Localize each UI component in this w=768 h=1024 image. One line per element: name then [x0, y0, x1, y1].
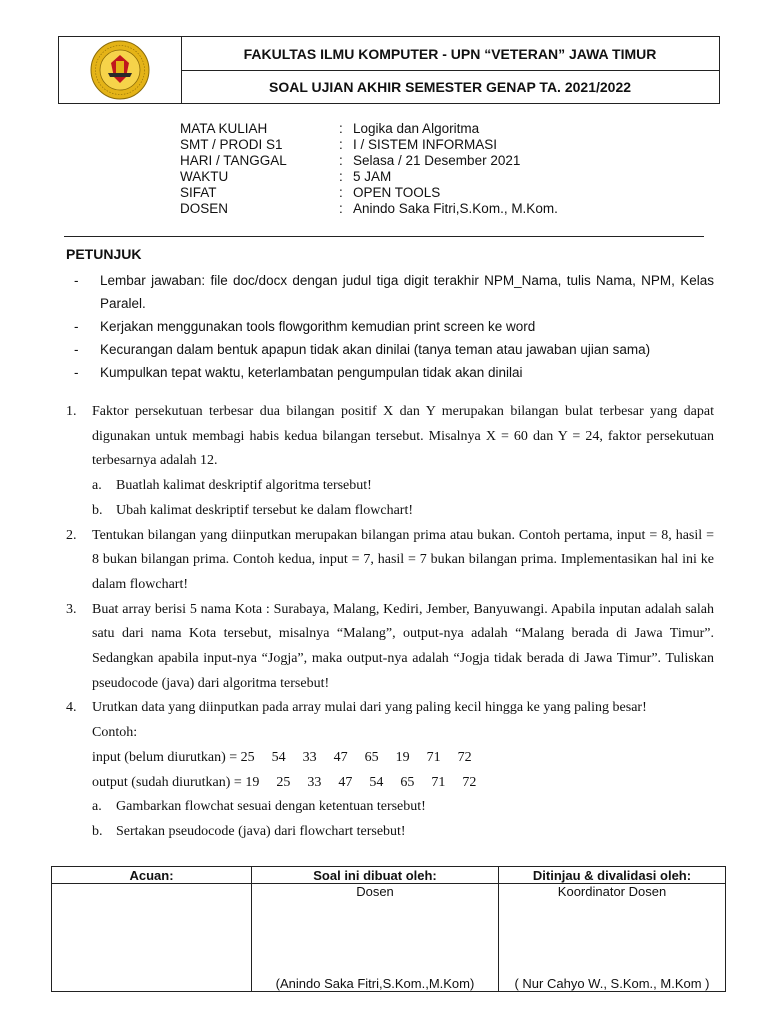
sub-question-text: Buatlah kalimat deskriptif algoritma tersebut!	[116, 478, 372, 494]
info-colon: :	[339, 201, 343, 216]
sub-question	[92, 820, 714, 845]
info-value: I / SISTEM INFORMASI	[353, 137, 498, 152]
acuan-header: Acuan:	[129, 868, 174, 883]
sub-question-text: Sertakan pseudocode (java) dari flowchart tersebut!	[116, 823, 406, 839]
bullet-dash: -	[74, 273, 79, 288]
array-value: 19	[245, 774, 260, 790]
array-value: 47	[338, 774, 353, 790]
array-value: 54	[369, 774, 384, 790]
array-value: 72	[462, 774, 477, 790]
faculty-title: FAKULTAS ILMU KOMPUTER - UPN “VETERAN” JAWA TIMUR	[181, 37, 719, 71]
info-row	[180, 201, 558, 217]
output-example-label: output (sudah diurutkan) =	[92, 774, 246, 790]
instruction-item	[66, 269, 714, 315]
question-number: 1.	[66, 404, 77, 419]
output-example	[92, 771, 714, 796]
sub-question-label: a.	[92, 478, 102, 494]
question-item	[66, 598, 714, 697]
output-example-values	[245, 771, 493, 796]
info-row	[180, 137, 558, 153]
instruction-text: Kecurangan dalam bentuk apapun tidak akan dinilai (tanya teman atau jawaban ujian sama)	[100, 342, 651, 357]
reviewer-role: Koordinator Dosen	[557, 884, 667, 899]
question-body	[92, 696, 714, 844]
question-list	[66, 400, 714, 845]
approval-table	[51, 866, 726, 992]
info-value: Selasa / 21 Desember 2021	[353, 153, 521, 168]
array-value: 25	[240, 749, 255, 765]
university-logo	[59, 37, 182, 103]
question-item	[66, 400, 714, 524]
array-value: 47	[333, 749, 348, 765]
question-body	[92, 400, 714, 524]
course-info	[180, 121, 558, 217]
info-colon: :	[339, 169, 343, 184]
input-example	[92, 746, 714, 771]
info-colon: :	[339, 121, 343, 136]
exam-title: SOAL UJIAN AKHIR SEMESTER GENAP TA. 2021/2022	[268, 79, 632, 95]
exam-header	[58, 36, 720, 104]
array-value: 72	[457, 749, 472, 765]
example-label: Contoh:	[92, 725, 138, 741]
instruction-text: Lembar jawaban: file doc/docx dengan judul tiga digit terakhir NPM_Nama, tulis Nama, NPM, Kelas Paralel.	[100, 273, 714, 311]
divider	[64, 236, 704, 237]
question-text: Urutkan data yang diinputkan pada array mulai dari yang paling kecil hingga ke yang paling besar!	[92, 700, 647, 716]
info-colon: :	[339, 185, 343, 200]
question-item	[66, 696, 714, 844]
info-row	[180, 121, 558, 137]
info-row	[180, 185, 558, 201]
info-value: 5 JAM	[353, 169, 392, 184]
input-example-values	[241, 746, 489, 771]
info-label: SIFAT	[180, 185, 217, 200]
sub-question-label: a.	[92, 799, 102, 815]
array-value: 19	[395, 749, 410, 765]
array-value: 65	[364, 749, 379, 765]
info-label: HARI / TANGGAL	[180, 153, 287, 168]
sub-question-label: b.	[92, 823, 103, 839]
question-number: 4.	[66, 700, 77, 716]
info-value: Anindo Saka Fitri,S.Kom., M.Kom.	[353, 201, 558, 216]
bullet-dash: -	[74, 342, 79, 357]
info-label: SMT / PRODI S1	[180, 137, 283, 152]
array-value: 65	[400, 774, 415, 790]
question-body	[92, 598, 714, 697]
reviewer-header: Ditinjau & divalidasi oleh:	[532, 868, 692, 883]
question-number: 2.	[66, 527, 77, 543]
upn-emblem-icon	[59, 37, 181, 103]
question-text: Buat array berisi 5 nama Kota : Surabaya, Malang, Kediri, Jember, Banyuwangi. Apabila inputan adalah salah satu dari nama Kota tersebut, misalnya “Malang”, output-nya adalah “Malang berada di Jawa Timur”. Sedangkan apabila input-nya “Jogja”, maka output-nya adalah “Jogja tidak berada di Jawa Timur”. Tuliskan pseudocode (java) dari algoritma tersebut!	[92, 601, 714, 691]
info-value: Logika dan Algoritma	[353, 121, 480, 136]
info-label: MATA KULIAH	[180, 121, 268, 136]
reviewer-name: ( Nur Cahyo W., S.Kom., M.Kom )	[514, 976, 710, 991]
info-label: DOSEN	[180, 201, 229, 216]
array-value: 33	[302, 749, 317, 765]
question-number: 3.	[66, 601, 77, 617]
sub-question-label: b.	[92, 502, 103, 518]
question-text: Tentukan bilangan yang diinputkan merupakan bilangan prima atau bukan. Contoh pertama, input = 8, hasil = 8 bukan bilangan prima. Contoh kedua, input = 7, hasil = 7 bukan bilangan prima. Implementasikan hal ini ke dalam flowchart!	[92, 527, 714, 592]
question-text: Faktor persekutuan terbesar dua bilangan positif X dan Y merupakan bilangan bulat terbesar yang dapat digunakan untuk membagi habis kedua bilangan tersebut. Misalnya X = 60 dan Y = 24, faktor persekutuan terbesarnya adalah 12.	[92, 404, 714, 469]
author-name: (Anindo Saka Fitri,S.Kom.,M.Kom)	[275, 976, 475, 991]
bullet-dash: -	[74, 319, 79, 334]
input-example-label: input (belum diurutkan) =	[92, 749, 241, 765]
array-value: 71	[431, 774, 446, 790]
array-value: 33	[307, 774, 322, 790]
instruction-item	[66, 361, 714, 384]
question-body	[92, 524, 714, 598]
instructions-title: PETUNJUK	[66, 246, 142, 262]
sub-question-text: Ubah kalimat deskriptif tersebut ke dalam flowchart!	[116, 502, 414, 518]
sub-question	[92, 474, 714, 499]
info-row	[180, 169, 558, 185]
author-header: Soal ini dibuat oleh:	[313, 868, 437, 883]
sub-question-text: Gambarkan flowchat sesuai dengan ketentuan tersebut!	[116, 799, 426, 815]
info-colon: :	[339, 153, 343, 168]
instructions-list	[66, 269, 714, 384]
info-value: OPEN TOOLS	[353, 185, 441, 200]
array-value: 25	[276, 774, 291, 790]
instruction-item	[66, 338, 714, 361]
array-value: 71	[426, 749, 441, 765]
array-value: 54	[271, 749, 286, 765]
info-row	[180, 153, 558, 169]
instruction-text: Kerjakan menggunakan tools flowgorithm kemudian print screen ke word	[100, 319, 536, 334]
author-role: Dosen	[356, 884, 394, 899]
instruction-item	[66, 315, 714, 338]
info-label: WAKTU	[180, 169, 229, 184]
sub-question	[92, 499, 714, 524]
info-colon: :	[339, 137, 343, 152]
question-item	[66, 524, 714, 598]
bullet-dash: -	[74, 365, 79, 380]
sub-question	[92, 795, 714, 820]
instruction-text: Kumpulkan tepat waktu, keterlambatan pengumpulan tidak akan dinilai	[100, 365, 523, 380]
